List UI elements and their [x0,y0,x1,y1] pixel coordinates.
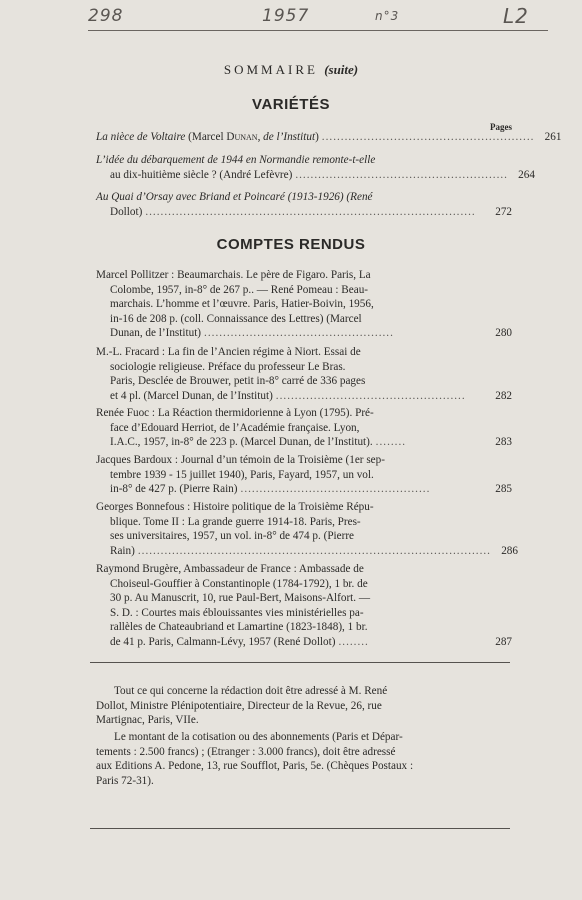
handwritten-year: 1957 [262,6,310,26]
entry-line: blique. Tome II : La grande guerre 1914-18. Paris, Pres- [110,515,361,528]
leader-dots: ........ [375,436,407,449]
leader-dots: .................................................. [275,389,466,402]
page-number: 282 [495,389,512,402]
entry-line: tembre 1939 - 15 juillet 1940), Paris, Fayard, 1957, un vol. [110,468,374,481]
entry-line: face d’Edouard Herriot, de l’Académie française. Lyon, [110,421,360,434]
footer-paragraph-subscription [96,730,510,788]
sommaire-title: SOMMAIRE [223,62,318,77]
toc-entry-compte-4 [96,453,512,497]
handwritten-issue: n°3 [375,9,400,23]
page-number: 280 [495,327,512,340]
entry-line: Marcel Pollitzer : Beaumarchais. Le père de Figaro. Paris, La [96,269,371,281]
handwritten-page-number: 298 [88,6,124,26]
page-number: 283 [495,436,512,449]
toc-entry-varietes-3 [96,190,512,219]
entry-line: Au Quai d’Orsay avec Briand et Poincaré (1913-1926) (René [96,191,373,203]
page-number: 285 [495,483,512,496]
entry-line: de 41 p. Paris, Calmann-Lévy, 1957 (René Dollot) [110,635,336,648]
entry-line: Jacques Bardoux : Journal d’un témoin de la Troisième (1er sep- [96,454,385,466]
leader-dots: .................................................. [204,327,394,340]
entry-line: M.-L. Fracard : La fin de l’Ancien régime à Niort. Essai de [96,346,361,358]
entry-line: Paris, Desclée de Brouwer, petit in-8° carré de 336 pages [110,375,366,388]
entry-line: Georges Bonnefous : Histoire politique de la Troisième Répu- [96,501,374,513]
toc-entry-compte-3 [96,406,512,450]
footer-line: Martignac, Paris, VIIe. [96,714,199,727]
footer-line: Le montant de la cotisation ou des abonnements (Paris et Dépar- [114,731,403,743]
entry-line: in-8° de 427 p. (Pierre Rain) [110,483,238,496]
toc-entry-compte-1 [96,268,512,341]
entry-line: Rain) [110,544,135,557]
page-title [0,62,582,78]
entry-line: Renée Fuoc : La Réaction thermidorienne à Lyon (1795). Pré- [96,407,374,419]
page-number: 261 [544,131,562,143]
entry-line: in-16 de 208 p. (coll. Connaissance des Lettres) (Marcel [110,312,362,325]
entry-line: et 4 pl. (Marcel Dunan, de l’Institut) [110,389,273,402]
toc-entry-compte-2 [96,345,512,403]
leader-dots: ....................................................................................... [145,205,476,218]
entry-line: Colombe, 1957, in-8° de 267 p.. — René Pomeau : Beau- [110,283,369,296]
entry-line: I.A.C., 1957, in-8° de 223 p. (Marcel Dunan, de l’Institut). [110,436,373,449]
entry-line: Choiseul-Gouffier à Constantinople (1784-1792), 1 br. de [110,577,368,590]
handwritten-code: L2 [503,4,529,28]
footer-line: tements : 2.500 francs) ; (Etranger : 3.000 francs), doit être adressé [96,745,396,758]
footer-line: Dollot, Ministre Plénipotentiaire, Directeur de la Revue, 26, rue [96,699,382,712]
toc-entry-compte-6 [96,562,512,650]
leader-dots: ........................................................ [321,131,535,143]
divider [90,828,510,829]
entry-line: Raymond Brugère, Ambassadeur de France : Ambassade de [96,563,364,575]
entry-line: ses universitaires, 1957, un vol. in-8° de 474 p. (Pierre [110,530,355,543]
section-title-varietes: VARIÉTÉS [252,96,330,113]
page-number: 272 [495,205,512,218]
entry-line: Dollot) [110,205,143,218]
page-number: 264 [518,168,535,181]
toc-entry-compte-5 [96,500,518,558]
footer-line: Tout ce qui concerne la rédaction doit être adressé à M. René [114,685,388,697]
leader-dots: ........................................................ [295,168,508,181]
pages-column-label: Pages [490,122,512,132]
section-title-comptes-rendus: COMPTES RENDUS [216,236,366,253]
entry-line: 30 p. Au Manuscrit, 10, rue Paul-Bert, Maisons-Alfort. — [110,592,371,605]
leader-dots: ............................................................................................. [137,544,491,557]
leader-dots: .................................................. [240,483,431,496]
toc-entry-varietes-1 [96,130,562,145]
entry-line: au dix-huitième siècle ? (André Lefèvre) [110,168,293,181]
page-number: 286 [501,544,518,557]
page-number: 287 [495,635,512,648]
entry-line: marchais. L’homme et l’œuvre. Paris, Hatier-Boivin, 1956, [110,298,374,311]
entry-line: S. D. : Courtes mais éblouissantes vies ministérielles pa- [110,606,364,619]
entry-line: sociologie religieuse. Préface du professeur Le Bras. [110,360,346,373]
entry-line: Dunan, de l’Institut) [110,327,202,340]
entry-line: La nièce de Voltaire (Marcel Dunan, de l’Institut) [96,131,319,143]
entry-line: rallèles de Chateaubriand et Lamartine (1823-1848), 1 br. [110,621,368,634]
toc-entry-varietes-2 [96,153,535,182]
sommaire-suffix: (suite) [324,62,359,77]
footer-paragraph-editorial [96,684,510,728]
divider [90,662,510,663]
leader-dots: ........ [338,635,369,648]
handwritten-underline [88,30,548,31]
footer-line: Paris 72-31). [96,774,154,787]
footer-line: aux Editions A. Pedone, 13, rue Soufflot, Paris, 5e. (Chèques Postaux : [96,760,414,773]
entry-line: L’idée du débarquement de 1944 en Normandie remonte-t-elle [96,154,376,166]
